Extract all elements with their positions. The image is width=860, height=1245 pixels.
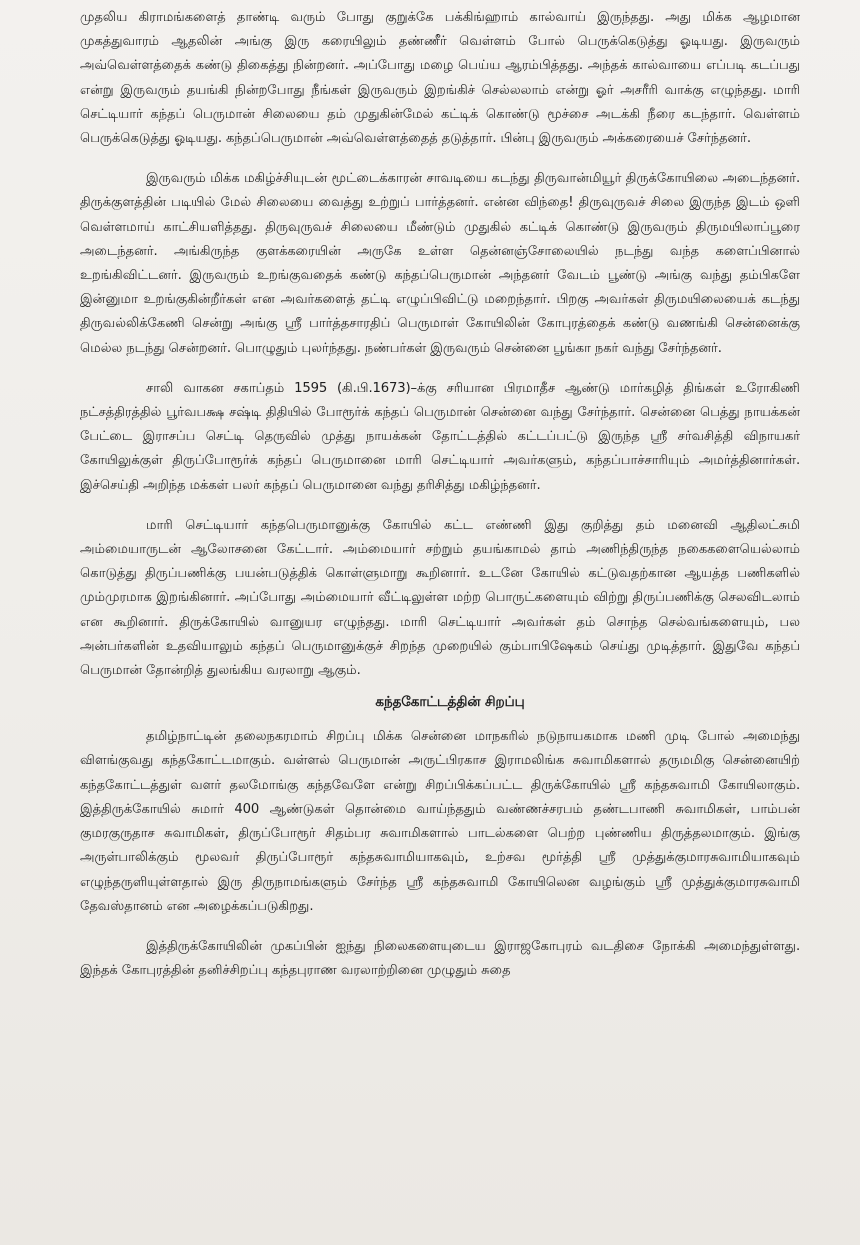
paragraph-journey-to-chennai: இருவரும் மிக்க மகிழ்ச்சியுடன் மூட்டைக்காரன் சாவடியை கடந்து திருவான்மியூர் திருக்கோயிலை அடைந்தனர். திருக்குளத்தின் படியில் மேல் சிலையை வைத்து உற்றுப் பார்த்தனர். என்ன விந்தை! திருவுருவச் சிலை இருந்த இடம் ஒளி வெள்ளமாய் காட்சியளித்தது. திருவுருவச் சிலையை மீண்டும் முதுகில் கட்டிக் கொண்டு இருவரும் திருமயிலாப்பூரை அடைந்தனர். அங்கிருந்த குளக்கரையின் அருகே உள்ள தென்னஞ்சோலையில் நடந்து வந்த களைப்பினால் உறங்கிவிட்டனர். இருவரும் உறங்குவதைக் கண்டு கந்தப்பெருமான் அந்தனர் வேடம் பூண்டு அங்கு வந்து தம்பிகளே இன்னுமா உறங்குகின்றீர்கள் என அவர்களைத் தட்டி எழுப்பிவிட்டு மறைந்தார். பிறகு அவர்கள் திருமயிலையைக் கடந்து திருவல்லிக்கேணி சென்று அங்கு ஸ்ரீ பார்த்தசாரதிப் பெருமாள் கோயிலின் கோபுரத்தைக் கண்டு வணங்கி சென்னைக்கு மெல்ல நடந்து சென்றனர். பொழுதும் புலர்ந்தது. நண்பர்கள் இருவரும் சென்னை பூங்கா நகர் வந்து சேர்ந்தனர். — [80, 171, 800, 356]
paragraph-spacer — [80, 361, 800, 377]
paragraph-spacer — [80, 151, 800, 167]
paragraph-temple-construction: மாரி செட்டியார் கந்தபெருமானுக்கு கோயில் கட்ட எண்ணி இது குறித்து தம் மனைவி ஆதிலட்சுமி அம்மையாருடன் ஆலோசனை கேட்டார். அம்மையார் சற்றும் தயங்காமல் தாம் அணிந்திருந்த நகைகளையெல்லாம் கொடுத்து திருப்பணிக்கு பயன்படுத்திக் கொள்ளுமாறு கூறினார். உடனே கோயில் கட்டுவதற்கான ஆயத்த பணிகளில் மும்முரமாக இறங்கினார். அப்போது அம்மையார் வீட்டிலுள்ள மற்ற பொருட்களையும் விற்று திருப்பணிக்கு செலவிடலாம் என கூறினார். திருக்கோயில் வானுயர எழுந்தது. மாரி செட்டியார் அவர்கள் தம் சொந்த செல்வங்களையும், பல அன்பர்களின் உதவியாலும் கந்தப் பெருமானுக்குச் சிறந்த முறையில் கும்பாபிஷேகம் செய்து முடித்தார். இதுவே கந்தப் பெருமான் தோன்றித் துலங்கிய வரலாறு ஆகும். — [80, 517, 800, 679]
section-heading: கந்தகோட்டத்தின் சிறப்பு — [375, 695, 525, 711]
paragraph-spacer — [80, 919, 800, 935]
paragraph-kandakottam-significance: தமிழ்நாட்டின் தலைநகரமாம் சிறப்பு மிக்க சென்னை மாநகரில் நடுநாயகமாக மணி முடி போல் அமைந்து விளங்குவது கந்தகோட்டமாகும். வள்ளல் பெருமான் அருட்பிரகாச இராமலிங்க சுவாமிகளால் தருமமிகு சென்னையிற் கந்தகோட்டத்துள் வளர் தலமோங்கு கந்தவேளே என்று சிறப்பிக்கப்பட்ட திருக்கோயில் ஸ்ரீ கந்தசுவாமி கோயிலாகும். இத்திருக்கோயில் சுமார் 400 ஆண்டுகள் தொன்மை வாய்ந்ததும் வண்ணச்சரபம் தண்டபாணி சுவாமிகள், பாம்பன் குமரகுருதாச சுவாமிகள், திருப்போரூர் சிதம்பர சுவாமிகளால் பாடல்களை பெற்ற புண்ணிய திருத்தலமாகும். இங்கு அருள்பாலிக்கும் மூலவர் திருப்போரூர் கந்தசுவாமியாகவும், உற்சவ மூர்த்தி ஸ்ரீ முத்துக்குமாரசுவாமியாகவும் எழுந்தருளியுள்ளதால் இரு திருநாமங்களும் சேர்ந்த ஸ்ரீ கந்தசுவாமி கோயிலென வழங்கும் ஸ்ரீ முத்துக்குமாரசுவாமி தேவஸ்தானம் என அழைக்கப்படுகிறது. — [80, 729, 800, 914]
paragraph-rajagopuram: இத்திருக்கோயிலின் முகப்பின் ஐந்து நிலைகளையுடைய இராஜகோபுரம் வடதிசை நோக்கி அமைந்துள்ளது. இந்தக் கோபுரத்தின் தனிச்சிறப்பு கந்தபுராண வரலாற்றினை முழுதும் சுதை — [80, 938, 800, 979]
paragraph-arrival-date: சாலி வாகன சகாப்தம் 1595 (கி.பி.1673)–க்கு சரியான பிரமாதீச ஆண்டு மார்கழித் திங்கள் உரோகிணி நட்சத்திரத்தில் பூர்வபக்ஷ சஷ்டி திதியில் போரூர்க் கந்தப் பெருமான் சென்னை வந்து சேர்ந்தார். சென்னை பெத்து நாயக்கன் பேட்டை இராசப்ப செட்டி தெருவில் முத்து நாயக்கன் தோட்டத்தில் கட்டப்பட்டு இருந்த ஸ்ரீ சர்வசித்தி விநாயகர் கோயிலுக்குள் திருப்போரூர்க் கந்தப் பெருமானை மாரி செட்டியார் அவர்களும், கந்தப்பாச்சாரியும் அமர்த்தினார்கள். இச்செய்தி அறிந்த மக்கள் பலர் கந்தப் பெருமானை வந்து தரிசித்து மகிழ்ந்தனர். — [80, 380, 800, 493]
paragraph-spacer — [80, 498, 800, 514]
paragraph-canal-crossing: முதலிய கிராமங்களைத் தாண்டி வரும் போது குறுக்கே பக்கிங்ஹாம் கால்வாய் இருந்தது. அது மிக்க ஆழமான முகத்துவாரம் ஆதலின் அங்கு இரு கரையிலும் தண்ணீர் வெள்ளம் போல் பெருக்கெடுத்து ஓடியது. இருவரும் அவ்வெள்ளத்தைக் கண்டு திகைத்து நின்றனர். அப்போது மழை பெய்ய ஆரம்பித்தது. அந்தக் கால்வாயை எப்படி கடப்பது என்று இருவரும் தயங்கி நின்றபோது நீங்கள் இருவரும் இறங்கிச் செல்லலாம் என்று ஓர் அசரீரி வாக்கு எழுந்தது. மாரி செட்டியார் கந்தப் பெருமான் சிலையை தம் முதுகின்மேல் கட்டிக் கொண்டு மூச்சை அடக்கி நீரை கடந்தார். வெள்ளம் பெருக்கெடுத்து ஓடியது. கந்தப்பெருமான் அவ்வெள்ளத்தைத் தடுத்தார். பின்பு இருவரும் அக்கரையைச் சேர்ந்தனர். — [80, 10, 800, 147]
